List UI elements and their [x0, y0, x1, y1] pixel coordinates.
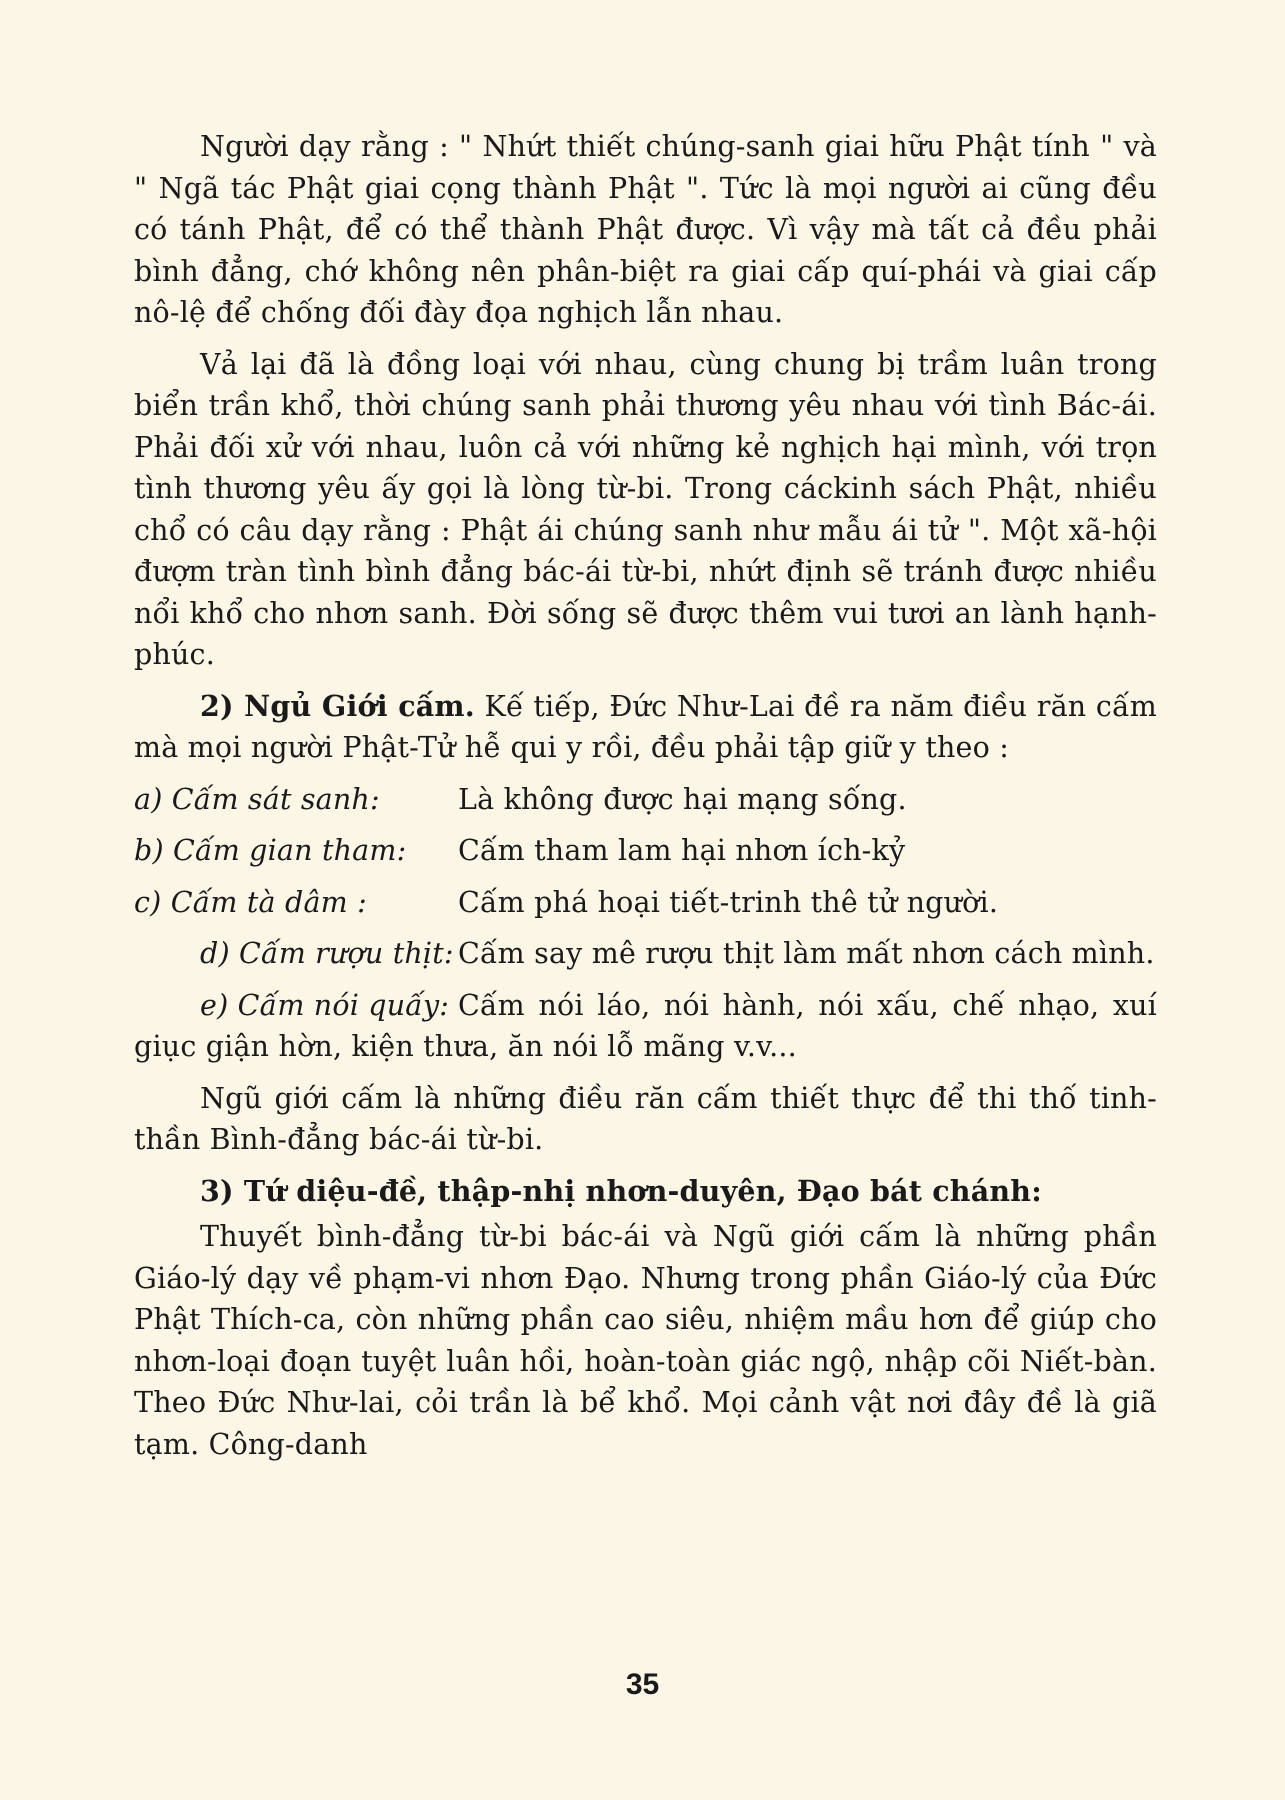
- precept-description: Cấm say mê rượu thịt làm mất nhơn cách mình.: [458, 937, 1155, 970]
- precepts-closing: Ngũ giới cấm là những điều răn cấm thiết thực để thi thố tinh-thần Bình-đẳng bác-ái từ-bi.: [134, 1081, 1157, 1156]
- section-2-title: 2) Ngủ Giới cấm.: [200, 688, 475, 723]
- section-3-body: Thuyết bình-đẳng từ-bi bác-ái và Ngũ giới cấm là những phần Giáo-lý dạy về phạm-vi nhơn Đạo. Nhưng trong phần Giáo-lý của Đức Phật Thích-ca, còn những phần cao siêu, nhiệm mầu hơn để giúp cho nhơn-loại đoạn tuyệt luân hồi, hoàn-toàn giác ngộ, nhập cõi Niết-bàn. Theo Đức Như-lai, cỏi trần là bể khổ. Mọi cảnh vật nơi đây đề là giã tạm. Công-danh: [134, 1220, 1157, 1461]
- section-2-intro: [134, 686, 1157, 769]
- precept-label: d) Cấm rượu thịt:: [200, 937, 454, 970]
- precept-description: Cấm phá hoại tiết-trinh thê tử người.: [458, 885, 999, 919]
- precept-e: [134, 985, 1157, 1068]
- page-number: 35: [625, 1668, 660, 1701]
- precept-label: b) Cấm gian tham:: [134, 834, 407, 867]
- precept-c: [134, 882, 1157, 924]
- five-precepts-list: [134, 779, 1157, 1068]
- section-2-intro-text: Kế tiếp, Đức Như-Lai đề ra năm điều răn cấm mà mọi người Phật-Tử hễ qui y rồi, đều phải tập giữ y theo :: [134, 689, 1157, 764]
- precept-label: a) Cấm sát sanh:: [134, 782, 380, 816]
- precept-description: Cấm tham lam hại nhơn ích-kỷ: [458, 834, 906, 867]
- section-3-title: 3) Tứ diệu-đề, thập-nhị nhơn-duyên, Đạo bát chánh:: [200, 1173, 1042, 1208]
- precept-a: [134, 779, 1157, 821]
- precept-description: Cấm nói láo, nói hành, nói xấu, chế nhạo, xuí giục giận hờn, kiện thưa, ăn nói lỗ mãng v.v...: [134, 988, 1157, 1063]
- precept-label: e) Cấm nói quấy:: [200, 988, 450, 1022]
- precept-d: [134, 933, 1157, 975]
- paragraph-1: Người dạy rằng : " Nhứt thiết chúng-sanh giai hữu Phật tính " và " Ngã tác Phật giai cọng thành Phật ". Tức là mọi người ai cũng đều có tánh Phật, để có thể thành Phật được. Vì vậy mà tất cả đều phải bình đẳng, chớ không nên phân-biệt ra giai cấp quí-phái và giai cấp nô-lệ để chống đối đày đọa nghịch lẫn nhau.: [134, 130, 1157, 329]
- precept-description: Là không được hại mạng sống.: [458, 782, 907, 816]
- paragraph-2: Vả lại đã là đồng loại với nhau, cùng chung bị trầm luân trong biển trần khổ, thời chúng sanh phải thương yêu nhau với tình Bác-ái. Phải đối xử với nhau, luôn cả với những kẻ nghịch hại mình, với trọn tình thương yêu ấy gọi là lòng từ-bi. Trong cáckinh sách Phật, nhiều chổ có câu dạy rằng : Phật ái chúng sanh như mẫu ái tử ". Một xã-hội đượm tràn tình bình đẳng bác-ái từ-bi, nhứt định sẽ tránh được nhiều nổi khổ cho nhơn sanh. Đời sống sẽ được thêm vui tươi an lành hạnh-phúc.: [134, 347, 1157, 671]
- precept-b: [134, 830, 1157, 872]
- precept-label: c) Cấm tà dâm :: [134, 885, 367, 919]
